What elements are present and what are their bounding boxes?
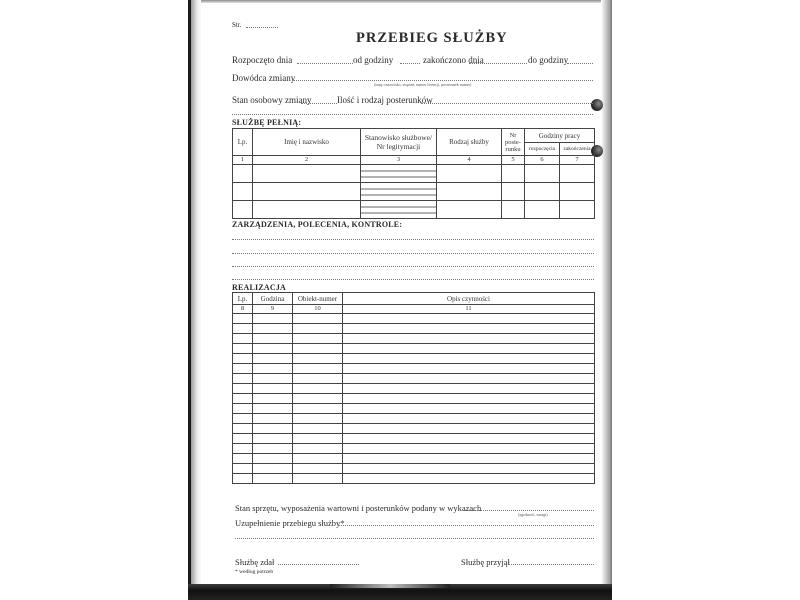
col-number: 7 xyxy=(560,156,595,165)
handed-over-label: Służbę zdał xyxy=(235,557,275,567)
col-number: 8 xyxy=(233,305,253,314)
realization-table-cell[interactable] xyxy=(343,324,595,334)
realization-table-row xyxy=(233,454,595,464)
staff-table-cell[interactable] xyxy=(253,165,361,183)
staff-table-cell[interactable] xyxy=(560,201,595,219)
realization-table-cell[interactable] xyxy=(293,404,343,414)
col-position-header-line1: Stanowisko służbowe/ xyxy=(364,133,433,142)
staff-table-cell[interactable] xyxy=(560,165,595,183)
realization-table-cell[interactable] xyxy=(253,364,293,374)
orders-line[interactable] xyxy=(232,253,594,254)
realization-table-cell[interactable] xyxy=(293,324,343,334)
from-hour-field[interactable] xyxy=(400,63,420,64)
realization-table-cell[interactable] xyxy=(233,314,253,324)
realization-table-row xyxy=(233,334,595,344)
realization-table-row xyxy=(233,464,595,474)
realization-table-cell[interactable] xyxy=(293,314,343,324)
staff-table-cell[interactable] xyxy=(437,183,502,201)
staff-table-row xyxy=(233,183,595,201)
realization-table-cell[interactable] xyxy=(253,434,293,444)
page-right-fold xyxy=(602,0,612,586)
realization-table-cell[interactable] xyxy=(293,374,343,384)
received-label: Służbę przyjął xyxy=(461,557,510,567)
shift-commander-field[interactable] xyxy=(292,80,593,81)
realization-table-cell[interactable] xyxy=(293,424,343,434)
col-number: 2 xyxy=(253,156,361,165)
realization-table-cell[interactable] xyxy=(343,354,595,364)
col-number: 11 xyxy=(343,305,595,314)
staff-table-cell[interactable] xyxy=(361,183,437,201)
realization-table-row xyxy=(233,424,595,434)
realization-table-cell[interactable] xyxy=(293,334,343,344)
staff-table-cell[interactable] xyxy=(233,183,253,201)
realization-table-cell[interactable] xyxy=(253,344,293,354)
realization-table-cell[interactable] xyxy=(293,364,343,374)
staff-table-row xyxy=(233,165,595,183)
started-day-label: Rozpoczęto dnia xyxy=(232,55,293,65)
staff-table-cell[interactable] xyxy=(253,201,361,219)
realization-table-row xyxy=(233,354,595,364)
staff-table-cell[interactable] xyxy=(253,183,361,201)
col-number: 1 xyxy=(233,156,253,165)
handed-over-signature-field[interactable] xyxy=(278,564,359,565)
orders-line[interactable] xyxy=(232,266,594,267)
realization-table-cell[interactable] xyxy=(343,344,595,354)
col-number: 4 xyxy=(437,156,502,165)
realization-table-cell[interactable] xyxy=(253,374,293,384)
orders-line[interactable] xyxy=(232,239,594,240)
page-left-shadow xyxy=(191,0,201,586)
realization-table-cell[interactable] xyxy=(343,384,595,394)
realization-table-cell[interactable] xyxy=(343,404,595,414)
realization-table-cell[interactable] xyxy=(293,344,343,354)
document-title: PRZEBIEG SŁUŻBY xyxy=(356,30,508,46)
staff-table-cell[interactable] xyxy=(525,201,560,219)
col-post-number-line3: runku xyxy=(505,145,521,153)
realization-table-cell[interactable] xyxy=(343,364,595,374)
realization-table-cell[interactable] xyxy=(253,334,293,344)
supplement-field[interactable] xyxy=(338,525,594,526)
realization-table-cell[interactable] xyxy=(233,434,253,444)
realization-table-cell[interactable] xyxy=(343,474,595,484)
staff-table-cell[interactable] xyxy=(233,165,253,183)
binder-hole-icon xyxy=(591,99,603,111)
col-number: 6 xyxy=(525,156,560,165)
realization-table-row xyxy=(233,364,595,374)
realization-table-row xyxy=(233,394,595,404)
col-start-header: rozpoczęcia xyxy=(525,143,560,156)
realization-table-cell[interactable] xyxy=(343,444,595,454)
realization-table-numbering-row xyxy=(233,305,595,314)
shift-commander-hint: (imię i nazwisko, stopień, numer licencji, posterunek numer) xyxy=(374,82,472,87)
col-lp-header: Lp. xyxy=(233,129,253,156)
staff-table-cell[interactable] xyxy=(361,165,437,183)
staff-table-cell[interactable] xyxy=(361,201,437,219)
supplement-field-continued[interactable] xyxy=(235,538,594,539)
posts-count-field[interactable] xyxy=(421,103,593,104)
col-post-number-line1: Nr xyxy=(509,131,517,139)
col-service-type-header: Rodzaj służby xyxy=(437,129,502,156)
realization-table-row xyxy=(233,344,595,354)
realization-table-cell[interactable] xyxy=(253,454,293,464)
staff-table-cell[interactable] xyxy=(502,201,525,219)
realization-table-cell[interactable] xyxy=(343,374,595,384)
staff-table-cell[interactable] xyxy=(437,165,502,183)
realization-table-cell[interactable] xyxy=(233,384,253,394)
staff-count-label: Stan osobowy zmiany xyxy=(232,95,312,105)
received-signature-field[interactable] xyxy=(509,564,594,565)
orders-line[interactable] xyxy=(232,279,594,280)
posts-count-label: Ilość i rodzaj posterunków xyxy=(337,95,433,105)
equipment-state-hint: (zgodność, uwagi) xyxy=(518,512,548,517)
realization-table-cell[interactable] xyxy=(293,384,343,394)
col-position-header xyxy=(361,129,437,156)
realization-table-row xyxy=(233,324,595,334)
orders-section-heading: ZARZĄDZENIA, POLECENIA, KONTROLE: xyxy=(232,220,403,229)
realization-table-row xyxy=(233,314,595,324)
realization-table-cell[interactable] xyxy=(293,414,343,424)
shift-commander-label: Dowódca zmiany xyxy=(232,73,296,83)
realization-table-cell[interactable] xyxy=(233,464,253,474)
realization-table-cell[interactable] xyxy=(343,314,595,324)
staff-table-cell[interactable] xyxy=(525,183,560,201)
staff-table-cell[interactable] xyxy=(525,165,560,183)
realization-table-cell[interactable] xyxy=(343,434,595,444)
realization-table-cell[interactable] xyxy=(343,394,595,404)
realization-table-cell[interactable] xyxy=(293,464,343,474)
ended-day-label: zakończono dnia xyxy=(423,55,484,65)
staff-table-cell[interactable] xyxy=(437,201,502,219)
page-number-field[interactable] xyxy=(246,27,278,28)
realization-table-cell[interactable] xyxy=(253,414,293,424)
to-hour-field[interactable] xyxy=(567,63,593,64)
page-bottom-glare xyxy=(330,584,450,588)
staff-table-cell[interactable] xyxy=(502,183,525,201)
realization-table-cell[interactable] xyxy=(253,464,293,474)
col-post-number-line2: poste- xyxy=(505,138,521,146)
staff-table-header xyxy=(233,129,595,143)
realization-table-cell[interactable] xyxy=(233,344,253,354)
equipment-state-field[interactable] xyxy=(463,510,594,511)
realization-section-heading: REALIZACJA xyxy=(232,283,287,292)
realization-table-row xyxy=(233,414,595,424)
staff-table-row xyxy=(233,201,595,219)
supplement-label: Uzupełnienie przebiegu służby* xyxy=(235,518,345,528)
page-top-shadow xyxy=(201,0,601,3)
realization-table-cell[interactable] xyxy=(233,334,253,344)
realization-table-row xyxy=(233,444,595,454)
realization-table-cell[interactable] xyxy=(253,404,293,414)
realization-table-cell[interactable] xyxy=(233,394,253,404)
col-lp-header: Lp. xyxy=(233,293,253,305)
realization-table-row xyxy=(233,474,595,484)
staff-table-cell[interactable] xyxy=(233,201,253,219)
col-hour-header: Godzina xyxy=(253,293,293,305)
col-object-header: Obiekt-numer xyxy=(293,293,343,305)
page-number-label: Str. xyxy=(232,21,242,29)
col-post-number-header xyxy=(502,129,525,156)
staff-table xyxy=(232,128,595,219)
to-hour-label: do godziny xyxy=(528,55,569,65)
col-number: 3 xyxy=(361,156,437,165)
realization-table-cell[interactable] xyxy=(293,434,343,444)
realization-table-cell[interactable] xyxy=(343,464,595,474)
equipment-state-label: Stan sprzętu, wyposażenia wartowni i posterunków podany w wykazach xyxy=(235,503,482,513)
col-number: 9 xyxy=(253,305,293,314)
realization-table-cell[interactable] xyxy=(293,394,343,404)
col-name-header: Imię i nazwisko xyxy=(253,129,361,156)
realization-table-cell[interactable] xyxy=(293,474,343,484)
realization-table-cell[interactable] xyxy=(253,474,293,484)
started-day-field[interactable] xyxy=(297,63,353,64)
realization-table-cell[interactable] xyxy=(233,374,253,384)
realization-table-cell[interactable] xyxy=(253,424,293,434)
footnote: * według potrzeb xyxy=(235,569,274,575)
realization-table-cell[interactable] xyxy=(253,354,293,364)
realization-table xyxy=(232,292,595,484)
col-number: 10 xyxy=(293,305,343,314)
staff-section-heading: SŁUŻBĘ PEŁNIĄ: xyxy=(232,118,302,127)
realization-table-row xyxy=(233,404,595,414)
realization-table-row xyxy=(233,434,595,444)
realization-table-cell[interactable] xyxy=(343,424,595,434)
realization-table-cell[interactable] xyxy=(253,384,293,394)
realization-table-cell[interactable] xyxy=(293,454,343,464)
col-number: 5 xyxy=(502,156,525,165)
realization-table-cell[interactable] xyxy=(293,444,343,454)
realization-table-cell[interactable] xyxy=(233,454,253,464)
staff-count-field[interactable] xyxy=(301,103,337,104)
col-position-header-line2: Nr legitymacji xyxy=(376,142,421,151)
realization-table-header xyxy=(233,293,595,305)
col-work-hours-header: Godziny pracy xyxy=(525,129,595,143)
realization-table-cell[interactable] xyxy=(233,404,253,414)
posts-count-field-continued[interactable] xyxy=(232,114,593,115)
realization-table-cell[interactable] xyxy=(233,324,253,334)
realization-table-cell[interactable] xyxy=(233,414,253,424)
realization-table-cell[interactable] xyxy=(293,354,343,364)
realization-table-row xyxy=(233,384,595,394)
realization-table-row xyxy=(233,374,595,384)
realization-table-cell[interactable] xyxy=(253,394,293,404)
realization-table-cell[interactable] xyxy=(233,444,253,454)
realization-table-cell[interactable] xyxy=(233,474,253,484)
realization-table-cell[interactable] xyxy=(253,314,293,324)
realization-table-cell[interactable] xyxy=(233,424,253,434)
staff-table-cell[interactable] xyxy=(560,183,595,201)
col-end-header: zakończenia xyxy=(560,143,595,156)
realization-table-cell[interactable] xyxy=(253,444,293,454)
staff-table-cell[interactable] xyxy=(502,165,525,183)
realization-table-cell[interactable] xyxy=(233,354,253,364)
from-hour-label: od godziny xyxy=(353,55,394,65)
realization-table-cell[interactable] xyxy=(343,334,595,344)
realization-table-cell[interactable] xyxy=(343,414,595,424)
col-description-header: Opis czynności xyxy=(343,293,595,305)
realization-table-cell[interactable] xyxy=(253,324,293,334)
realization-table-cell[interactable] xyxy=(233,364,253,374)
realization-table-cell[interactable] xyxy=(343,454,595,464)
ended-day-field[interactable] xyxy=(469,63,527,64)
staff-table-numbering-row xyxy=(233,156,595,165)
